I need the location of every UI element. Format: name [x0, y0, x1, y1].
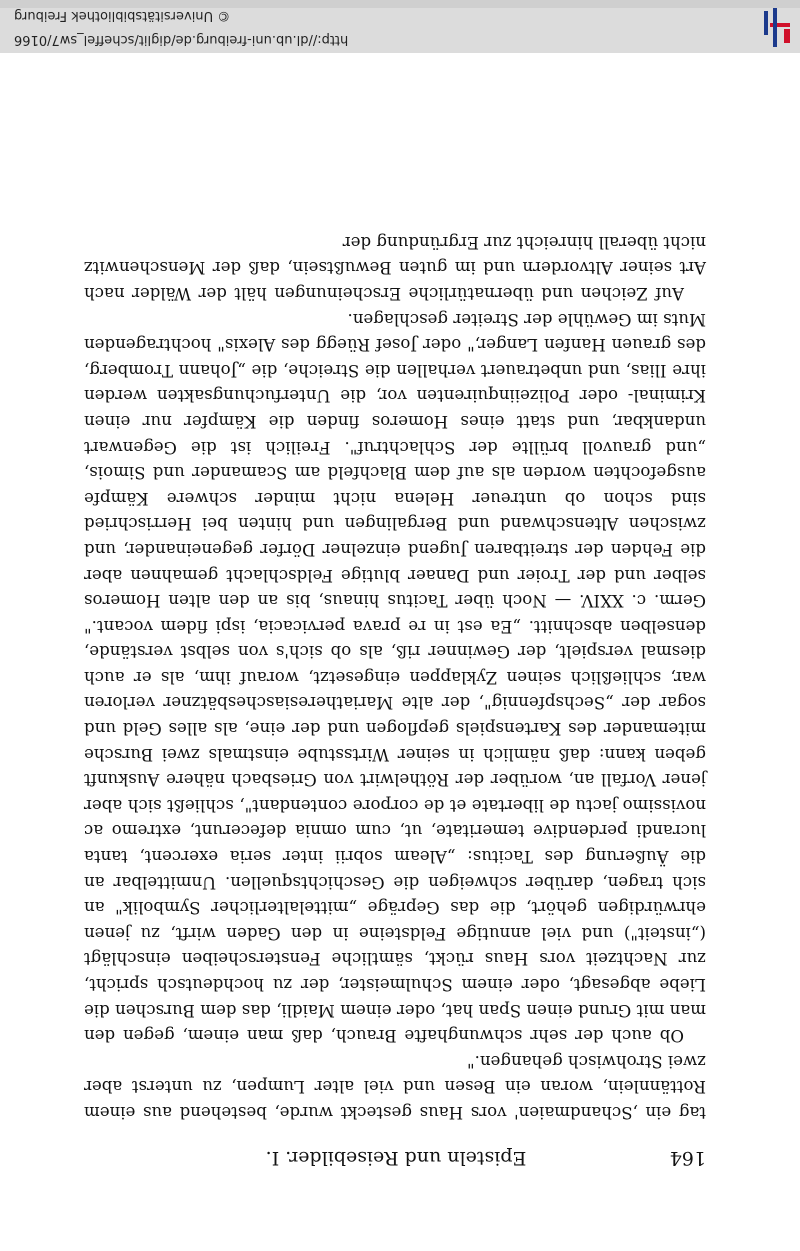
paragraph: tag ein ,Schandmaien' vors Haus gesteckt wurde, bestehend aus einem Rottännlein, woran ein Besen und viel alter Lumpen, zu unterst aber zwei Strohwisch gehangen.": [84, 1051, 706, 1122]
paragraph: Ob auch der sehr schwunghafte Brauch, daß man einem, gegen den man mit Grund einen Span hat, oder einem Maidli, das dem Burschen die Liebe abgesagt, oder einem Schulmeister, der zu hochdeutsch spricht, zur Nachtzeit vors Haus rückt, sämtliche Fensterscheiben einschlägt („insteit") und viel annutige Feldsteine in den Gaden wirft, zu jenen ehrwürdigen gehört, die das Gepräge „mittelalterlicher Symbolik" an sich tragen, darüber schweigen die Geschichtsquellen. Unmittelbar an die Äußerung des Tacitus: „Aleam sobrii inter seria exercent, tanta lucrandi perdendive temeritate, ut, cum omnia defecerunt, extremo ac novissimo jactu de libertate et de corpore contendant", schließt sich aber jener Vorfall an, worüber der Röthelwirt von Griesbach nähere Auskunft geben kann: daß nämlich in seiner Wirtsstube einstmals zwei Bursche mitemander des Kartenspiels gepflogen und der eine, als alles Geld und sogar der „Sechspfennig", der alte Mariatheresiaschesbätzner verloren war, schließlich seinen Zyklappen eingesetzt, worauf ihm, als er auch diesmal verspielt, der Gewinner riß, als ob sich's von selbst verstände, denselben abschnitt. „Ea est in re prava pervicacia, ispi fidem vocant." Germ. c. XXIV. — Noch über Tacitus hinaus, bis an den alten Homeros selber und der Troier und Danaer blutige Feldschlacht gemahnen aber die Fehden der streitbaren Jugend einzelner Dörfer gegeneinander, und zwischen Altenschwand und Bergalingen und hinten bei Herrischried sind schon ob untreuer Helena nicht minder schwere Kämpfe ausgefochten worden als auf dem Blachfeld am Scamander und Simois, „und grauvoll brüllte der Schlachtruf". Freilich ist die Gegenwart undankbar, und statt eines Homeros finden die Kämpfer nur einen Kriminal- oder Polizeiinquirenten vor, die Unterfuchungsakten werden ihre Ilias, und unbetrauert verhallen die Streiche, die „Johann Tromberg, des grauen Hanfen Langer," oder Josef Rüegg des Alexis" hochtragenden Muts im Gewühle der Streiter geschlagen.: [84, 309, 706, 1046]
body-text: [84, 229, 706, 1125]
page-edge-bar: [0, 0, 800, 8]
paragraph: Auf Zeichen und übernatürliche Erscheinungen hält der Wälder nach Art seiner Altvordern und im guten Bewußtsein, daß der Menschenwitz nicht überall hinreicht zur Ergründung der: [84, 232, 706, 303]
running-head: [86, 1141, 706, 1173]
source-url[interactable]: http://dl.ub.uni-freiburg.de/diglit/scheffel_sw7/0166: [14, 32, 349, 47]
page-number: 164: [669, 1147, 706, 1169]
ub-freiburg-logo-icon: [756, 5, 792, 49]
running-title: Episteln und Reisebilder. I.: [265, 1147, 527, 1169]
copyright-notice: © Universitätsbibliothek Freiburg: [14, 8, 231, 23]
